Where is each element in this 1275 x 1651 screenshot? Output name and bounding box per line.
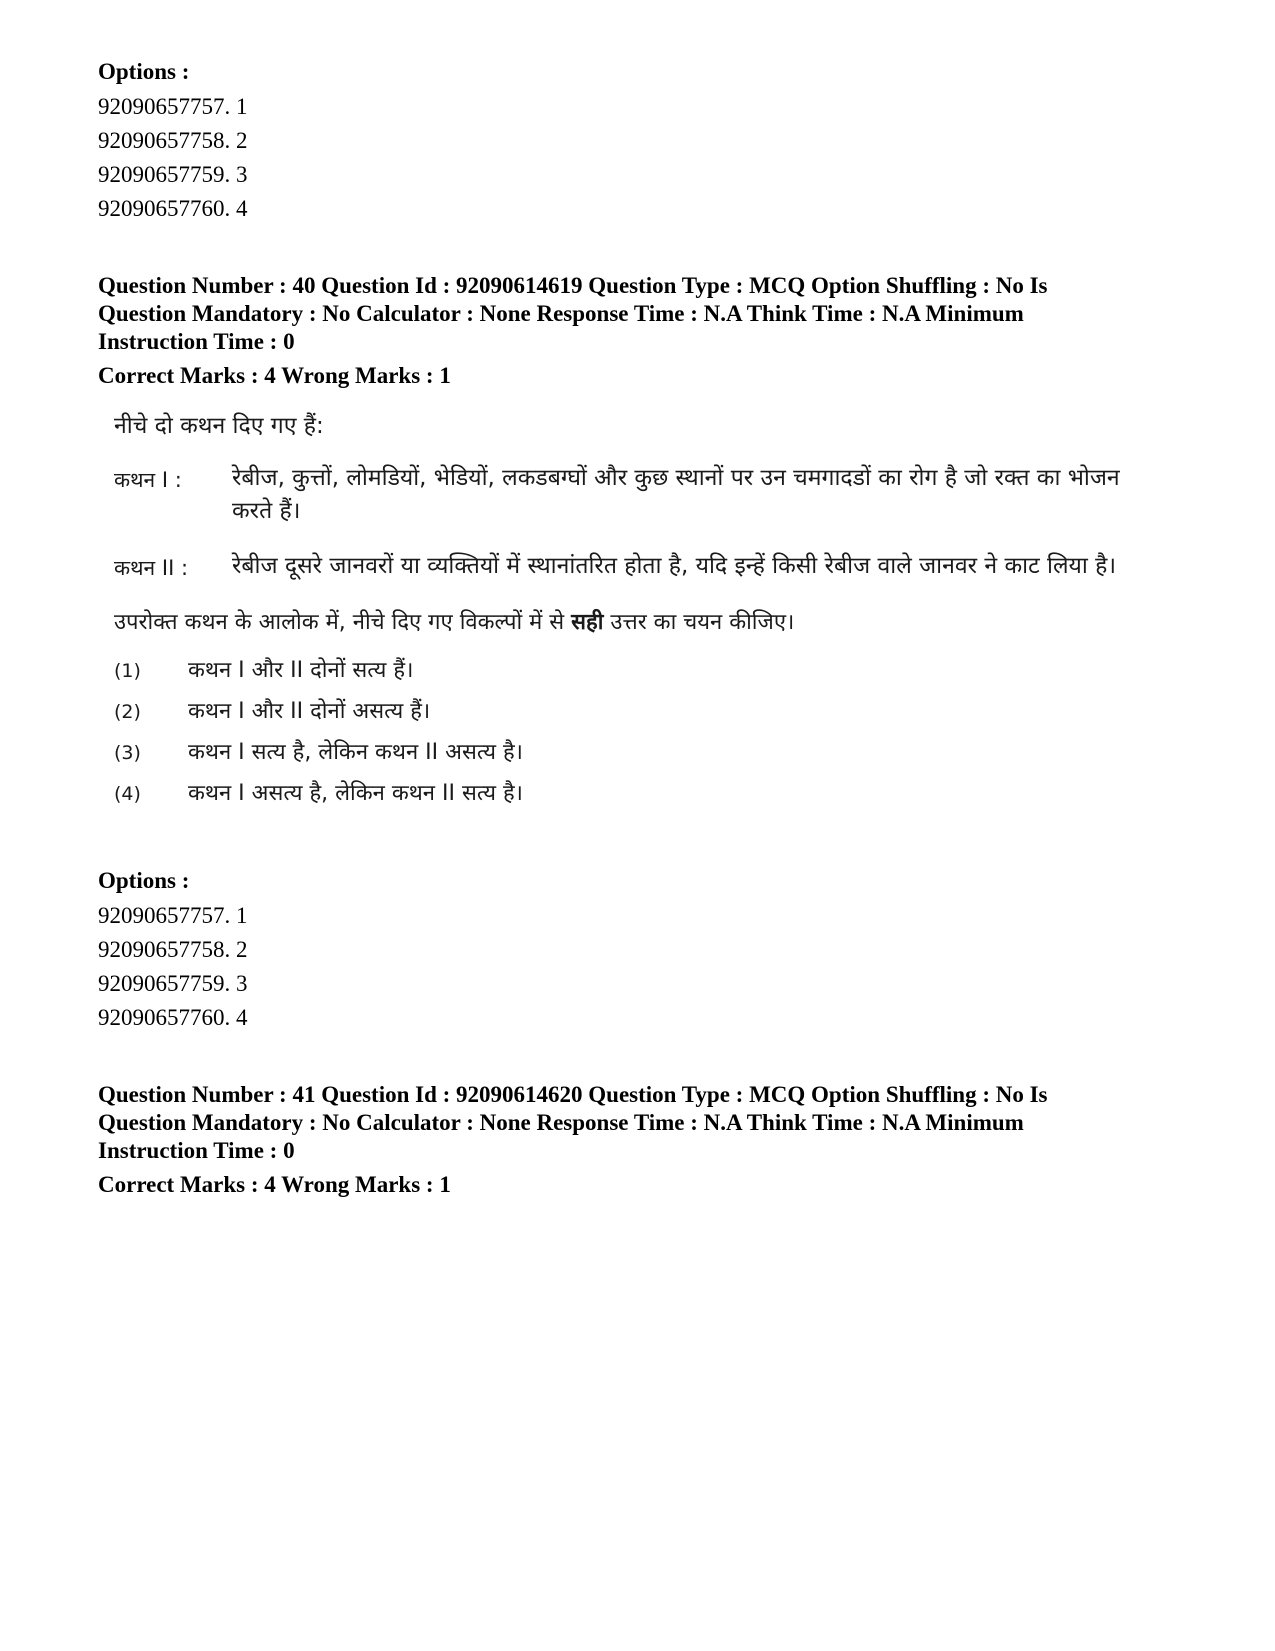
answer-choice [114, 778, 1130, 810]
answer-choice [114, 737, 1130, 769]
answer-choice [114, 696, 1130, 728]
option-line: 92090657760. 4 [98, 196, 248, 221]
question-meta-line: Question Mandatory : No Calculator : None Response Time : N.A Think Time : N.A Minimum [98, 1110, 1024, 1135]
question-40-header [98, 272, 1158, 390]
prompt-text: उत्तर का चयन कीजिए। [603, 610, 795, 635]
statement-2 [114, 550, 1130, 585]
question-41-header [98, 1081, 1158, 1199]
question-40-options [98, 867, 248, 1035]
question-meta-line: Question Number : 40 Question Id : 92090614619 Question Type : MCQ Option Shuffling : No Is [98, 273, 1048, 298]
question-meta-line: Question Mandatory : No Calculator : None Response Time : N.A Think Time : N.A Minimum [98, 301, 1024, 326]
question-intro: नीचे दो कथन दिए गए हैं: [114, 413, 324, 439]
prompt-text: उपरोक्त कथन के आलोक में, नीचे दिए गए विकल्पों में से [114, 610, 572, 635]
question-40-body [110, 410, 1130, 819]
options-heading: Options : [98, 868, 190, 893]
choice-text: कथन I असत्य है, लेकिन कथन II सत्य है। [188, 781, 523, 806]
choice-text: कथन I और II दोनों असत्य हैं। [188, 699, 431, 724]
question-meta-line: Instruction Time : 0 [98, 329, 295, 354]
option-line: 92090657757. 1 [98, 903, 248, 928]
answer-choice [114, 655, 1130, 687]
statement-label: कथन I : [114, 468, 182, 492]
statement-text: रेबीज दूसरे जानवरों या व्यक्तियों में स्थानांतरित होता है, यदि इन्हें किसी रेबीज वाले जानवर ने काट लिया है। [232, 553, 1117, 579]
option-line: 92090657759. 3 [98, 162, 248, 187]
choice-number: (3) [114, 742, 141, 764]
option-line: 92090657757. 1 [98, 94, 248, 119]
top-options-block [98, 58, 248, 226]
question-meta-line: Instruction Time : 0 [98, 1138, 295, 1163]
question-prompt [114, 607, 1130, 639]
question-meta-line: Question Number : 41 Question Id : 92090614620 Question Type : MCQ Option Shuffling : No Is [98, 1082, 1048, 1107]
statement-label: कथन II : [114, 556, 189, 580]
choice-text: कथन I और II दोनों सत्य हैं। [188, 658, 414, 683]
option-line: 92090657760. 4 [98, 1005, 248, 1030]
statement-1 [114, 462, 1130, 528]
option-line: 92090657758. 2 [98, 128, 248, 153]
option-line: 92090657758. 2 [98, 937, 248, 962]
option-line: 92090657759. 3 [98, 971, 248, 996]
question-marks: Correct Marks : 4 Wrong Marks : 1 [98, 1172, 451, 1197]
options-heading: Options : [98, 59, 190, 84]
choice-number: (4) [114, 783, 141, 805]
statement-text: रेबीज, कुत्तों, लोमडियों, भेडियों, लकडबग्घों और कुछ स्थानों पर उन चमगादडों का रोग है जो रक्त का भोजन करते हैं। [232, 465, 1120, 524]
prompt-emphasis: सही [571, 610, 604, 635]
choice-number: (2) [114, 701, 141, 723]
choice-number: (1) [114, 660, 141, 682]
choice-text: कथन I सत्य है, लेकिन कथन II असत्य है। [188, 740, 523, 765]
question-marks: Correct Marks : 4 Wrong Marks : 1 [98, 363, 451, 388]
